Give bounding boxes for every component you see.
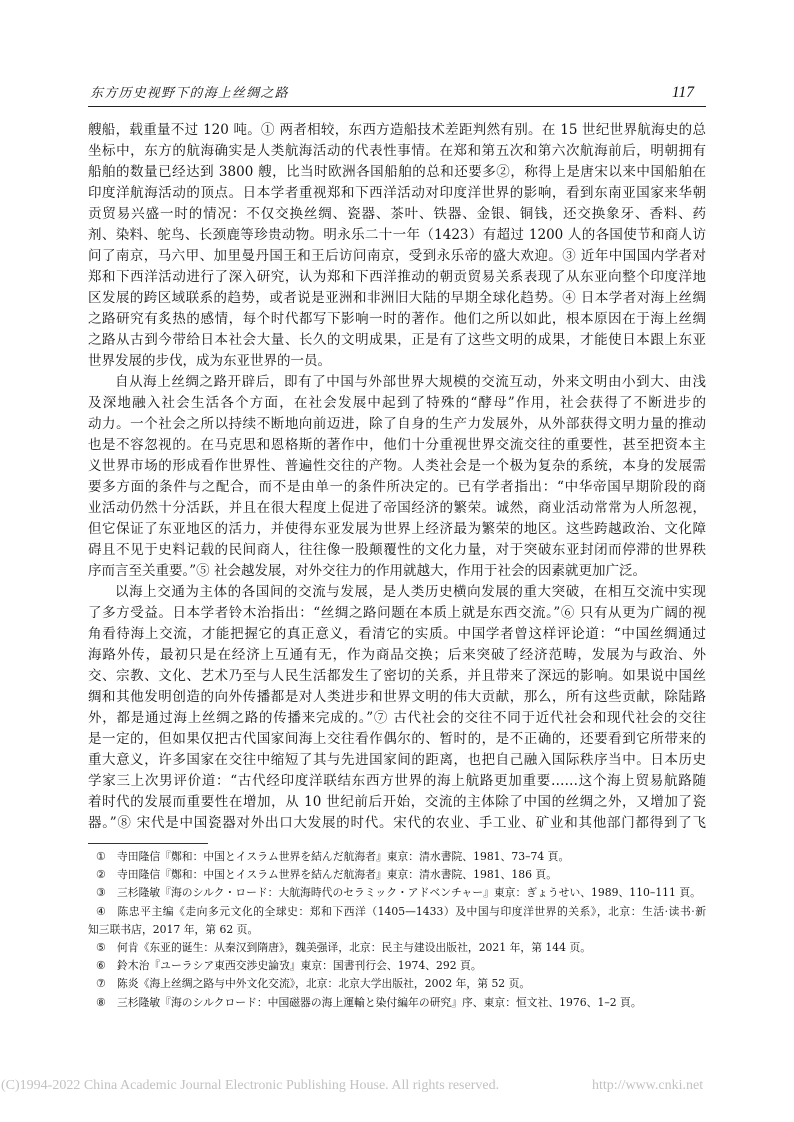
body-text: [88, 120, 706, 834]
text-line: 碍且不见于史料记载的民间商人，往往像一股颠覆性的文化力量，对于突破东亚封闭而停滞的世界秩: [88, 542, 706, 558]
footnote-text: 陈忠平主编《走向多元文化的全球史：郑和下西洋（1405—1433）及中国与印度洋世界的关系》，北京：生活·读书·新: [117, 904, 706, 918]
footnote-marker: ⑥: [96, 959, 106, 973]
text-line: 重大意义，许多国家在交往中缩短了其与先进国家间的距离，也把自己融入国际秩序当中。日本历史: [88, 752, 706, 768]
footnote-text: 知三联书店，2017 年，第 62 页。: [88, 922, 259, 936]
footnote-marker: ③: [96, 886, 106, 900]
text-line: 世界发展的步伐，成为东亚世界的一员。: [88, 353, 331, 369]
footnote-marker: ①: [96, 850, 106, 863]
footnote-text: 三杉隆敏『海のシルクロード：中国磁器の海上運輸と染付編年の研究』序、東京：恒文社、1976、1–2 頁。: [117, 995, 642, 1009]
text-line: 学家三上次男评价道：“古代经印度洋联结东西方世界的海上航路更加重要……这个海上贸易航路随: [88, 773, 706, 789]
text-line: 剂、染料、鸵鸟、长颈鹿等珍贵动物。明永乐二十一年（1423）有超过 1200 人的各国使节和商人访: [88, 227, 706, 243]
text-line: 外，都是通过海上丝绸之路的传播来完成的。”⑦ 古代社会的交往不同于近代社会和现代社会的交往: [88, 710, 706, 726]
footnote-text: 寺田隆信『鄭和：中国とイスラム世界を結んだ航海者』東京：清水書院、1981、186 頁。: [117, 868, 557, 882]
text-line: 也是不容忽视的。在马克思和恩格斯的著作中，他们十分重视世界交流交往的重要性，甚至把资本主: [88, 437, 706, 453]
text-line: 交、宗教、文化、艺术乃至与人民生活都发生了密切的关系，并且带来了深远的影响。如果说中国丝: [88, 668, 706, 684]
text-line: 动力。一个社会之所以持续不断地向前迈进，除了自身的生产力发展外，从外部获得文明力量的推动: [88, 416, 706, 432]
footnote-4-continued: [88, 921, 706, 939]
footnote-text: 何肯《东亚的诞生：从秦汉到隋唐》，魏美强译，北京：民主与建设出版社，2021 年，第 144 页。: [117, 940, 592, 954]
text-line: 印度洋航海活动的顶点。日本学者重视郑和下西洋活动对印度洋世界的影响，看到东南亚国家来华朝: [88, 185, 706, 201]
text-line: 及深地融入社会生活各个方面，在社会发展中起到了特殊的“酵母”作用，社会获得了不断进步的: [88, 395, 706, 411]
text-line: 问了南京，马六甲、加里曼丹国王和王后访问南京，受到永乐帝的盛大欢迎。③ 近年中国国内学者对: [88, 248, 706, 264]
footnote-6: [88, 957, 706, 975]
paragraph: [88, 372, 706, 582]
text-line: 郑和下西洋活动进行了深入研究，认为郑和下西洋推动的朝贡贸易关系表现了从东亚向整个印度洋地: [88, 269, 706, 285]
footnote-separator: [88, 843, 208, 844]
header-rule: [88, 106, 706, 107]
text-line: 区发展的跨区域联系的趋势，或者说是亚洲和非洲旧大陆的早期全球化趋势。④ 日本学者对海上丝绸: [88, 290, 706, 306]
text-line: 业活动仍然十分活跃，并且在很大程度上促进了帝国经济的繁荣。诚然，商业活动常常为人所忽视，: [88, 500, 706, 516]
text-line: 了多方受益。日本学者铃木治指出：“丝绸之路问题在本质上就是东西交流。”⑥ 只有从更为广阔的视: [88, 605, 706, 621]
text-line: 之路研究有炙热的感情，每个时代都写下影响一时的著作。他们之所以如此，根本原因在于海上丝绸: [88, 311, 706, 327]
running-head: [88, 84, 706, 104]
footnote-5: [88, 939, 706, 957]
watermark-copyright: (C)1994-2022 China Academic Journal Electronic Publishing House. All rights reserved.: [1, 1078, 500, 1093]
running-head-title: 东方历史视野下的海上丝绸之路: [90, 86, 289, 101]
footnote-text: 寺田隆信『鄭和：中国とイスラム世界を結んだ航海者』東京：清水書院、1981、73–74 頁。: [117, 850, 570, 863]
text-line: 自从海上丝绸之路开辟后，即有了中国与外部世界大规模的交流互动，外来文明由小到大、由浅: [115, 374, 706, 390]
text-line: 以海上交通为主体的各国间的交流与发展，是人类历史横向发展的重大突破，在相互交流中实现: [115, 584, 706, 600]
copyright-watermark: [0, 1077, 794, 1095]
footnote-text: 陈炎《海上丝绸之路与中外文化交流》，北京：北京大学出版社，2002 年，第 52 页。: [117, 977, 531, 991]
footnote-marker: ⑦: [96, 977, 106, 991]
text-line: 器。”⑧ 宋代是中国瓷器对外出口大发展的时代。宋代的农业、手工业、矿业和其他部门都得到了飞: [88, 815, 706, 831]
footnote-8: [88, 994, 706, 1012]
footnote-1: [88, 848, 706, 866]
footnote-text: 鈴木治『ユーラシア東西交渉史論攷』東京：国書刊行会、1974、292 頁。: [117, 959, 482, 973]
paragraph: [88, 582, 706, 834]
text-line: 是一定的，但如果仅把古代国家间海上交往看作偶尔的、暂时的，是不正确的，还要看到它所带来的: [88, 731, 706, 747]
footnote-marker: ⑧: [96, 995, 106, 1009]
footnotes: [88, 848, 706, 1012]
footnote-marker: ⑤: [96, 940, 106, 954]
text-line: 角看待海上交流，才能把握它的真正意义，看清它的实质。中国学者曾这样评论道：“中国丝绸通过: [88, 626, 706, 642]
page-number: 117: [671, 84, 694, 101]
footnote-marker: ②: [96, 868, 106, 882]
footnote-3: [88, 884, 706, 902]
footnote-7: [88, 975, 706, 993]
text-line: 但它保证了东亚地区的活力，并使得东亚发展为世界上经济最为繁荣的地区。这些跨越政治、文化障: [88, 521, 706, 537]
text-line: 艘船，载重量不过 120 吨。① 两者相较，东西方造船技术差距判然有别。在 15 世纪世界航海史的总: [88, 122, 706, 138]
text-line: 着时代的发展而重要性在增加，从 10 世纪前后开始，交流的主体除了中国的丝绸之外，又增加了瓷: [88, 794, 706, 810]
text-line: 绸和其他发明创造的向外传播都是对人类进步和世界文明的伟大贡献，那么，所有这些贡献，除陆路: [88, 689, 706, 705]
footnote-marker: ④: [96, 904, 106, 918]
text-line: 序而言至关重要。”⑤ 社会越发展，对外交往力的作用就越大，作用于社会的因素就更加广泛。: [88, 563, 646, 579]
text-line: 要多方面的条件与之配合，而不是由单一的条件所决定的。已有学者指出：“中华帝国早期阶段的商: [88, 479, 706, 495]
paragraph: [88, 120, 706, 372]
watermark-url: http://www.cnki.net: [592, 1078, 704, 1093]
footnote-2: [88, 866, 706, 884]
footnote-text: 三杉隆敏『海のシルク・ロード：大航海時代のセラミック・アドベンチャー』東京：ぎょうせい、1989、110–111 頁。: [117, 886, 701, 900]
text-line: 海路外传，最初只是在经济上互通有无，作为商品交换；后来突破了经济范畴，发展为与政治、外: [88, 647, 706, 663]
footnote-4: [88, 903, 706, 921]
text-line: 坐标中，东方的航海确实是人类航海活动的代表性事情。在郑和第五次和第六次航海前后，明朝拥有: [88, 143, 706, 159]
text-line: 义世界市场的形成看作世界性、普遍性交往的产物。人类社会是一个极为复杂的系统，本身的发展需: [88, 458, 706, 474]
text-line: 贡贸易兴盛一时的情况：不仅交换丝绸、瓷器、茶叶、铁器、金银、铜钱，还交换象牙、香料、药: [88, 206, 706, 222]
text-line: 船舶的数量已经达到 3800 艘，比当时欧洲各国船舶的总和还要多②，称得上是唐宋以来中国船舶在: [88, 164, 706, 180]
text-line: 之路从古到今带给日本社会大量、长久的文明成果，正是有了这些文明的成果，才能使日本跟上东亚: [88, 332, 706, 348]
